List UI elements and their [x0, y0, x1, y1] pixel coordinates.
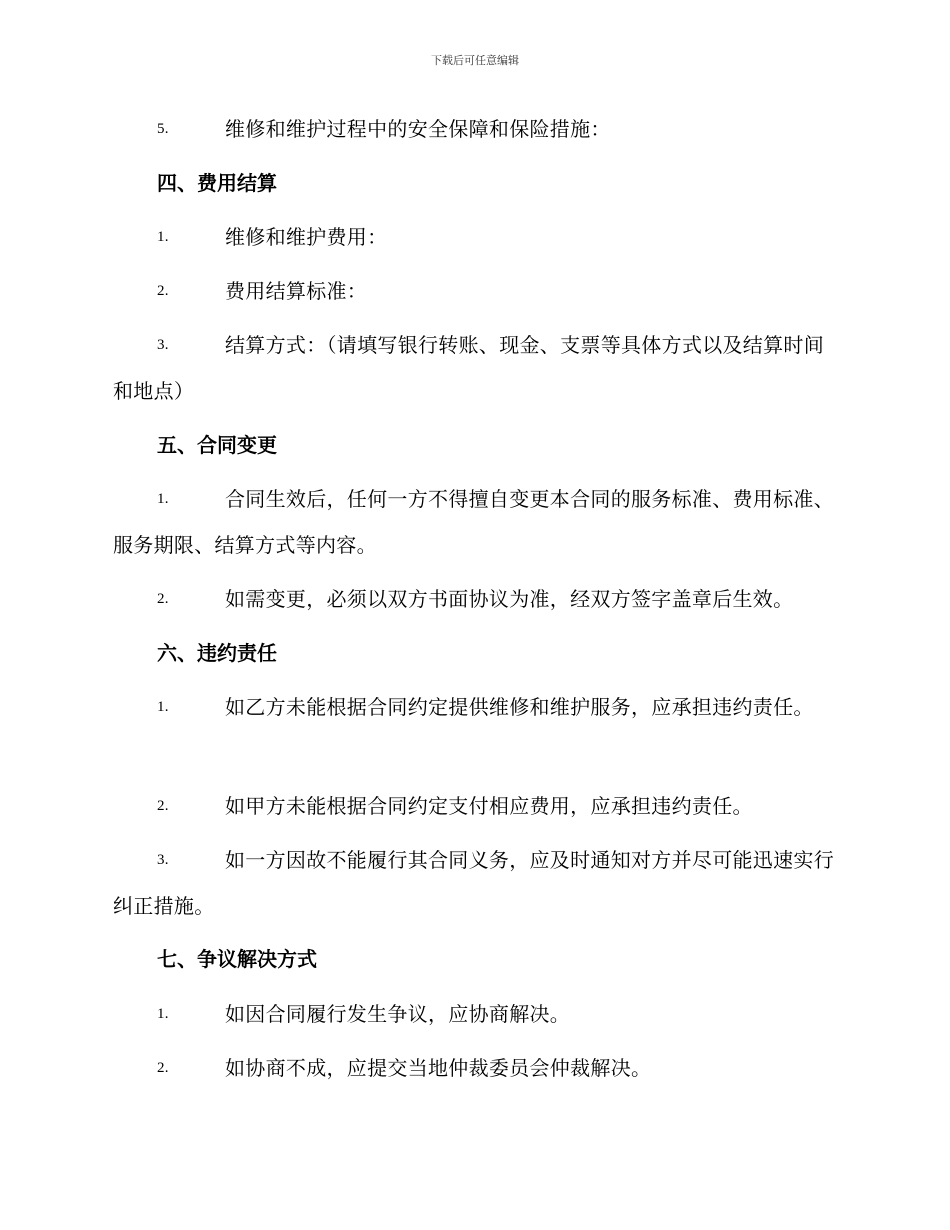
item-number: 1.: [157, 229, 169, 245]
item-number: 1.: [157, 491, 169, 507]
item-number: 2.: [157, 591, 169, 607]
list-item: [113, 991, 838, 1037]
section-heading: 四、费用结算: [157, 171, 277, 195]
item-text: 维修和维护过程中的安全保障和保险措施：: [225, 117, 611, 141]
item-text: 合同生效后，任何一方不得擅自变更本合同的服务标准、费用标准、服务期限、结算方式等内容。: [113, 487, 834, 557]
item-number: 1.: [157, 699, 169, 715]
list-item: [113, 783, 838, 829]
section-heading: 五、合同变更: [157, 433, 277, 457]
list-item: [113, 837, 838, 929]
item-number: 3.: [157, 852, 169, 868]
item-number: 2.: [157, 283, 169, 299]
list-item: [113, 1045, 838, 1091]
list-item: [113, 322, 838, 414]
page-header-note: 下载后可任意编辑: [431, 54, 519, 67]
item-number: 3.: [157, 337, 169, 353]
list-item: [113, 214, 838, 260]
item-text: 如一方因故不能履行其合同义务，应及时通知对方并尽可能迅速实行纠正措施。: [113, 848, 834, 918]
item-text: 如协商不成，应提交当地仲裁委员会仲裁解决。: [225, 1056, 652, 1080]
section-heading: 七、争议解决方式: [157, 947, 317, 971]
item-number: 1.: [157, 1006, 169, 1022]
list-item: [113, 476, 838, 568]
list-item: [113, 106, 838, 152]
section-heading: 六、违约责任: [157, 641, 277, 665]
list-item: [113, 268, 838, 314]
item-number: 2.: [157, 1060, 169, 1076]
item-text: 如乙方未能根据合同约定提供维修和维护服务，应承担违约责任。: [225, 695, 814, 719]
item-text: 如甲方未能根据合同约定支付相应费用，应承担违约责任。: [225, 794, 753, 818]
item-text: 费用结算标准：: [225, 279, 368, 303]
list-item: [113, 576, 838, 622]
item-number: 2.: [157, 798, 169, 814]
item-text: 如需变更，必须以双方书面协议为准，经双方签字盖章后生效。: [225, 587, 794, 611]
item-text: 如因合同履行发生争议，应协商解决。: [225, 1002, 571, 1026]
item-number: 5.: [157, 121, 169, 137]
item-text: 维修和维护费用：: [225, 225, 388, 249]
item-text: 结算方式：（请填写银行转账、现金、支票等具体方式以及结算时间和地点）: [113, 333, 824, 403]
list-item: [113, 684, 838, 730]
